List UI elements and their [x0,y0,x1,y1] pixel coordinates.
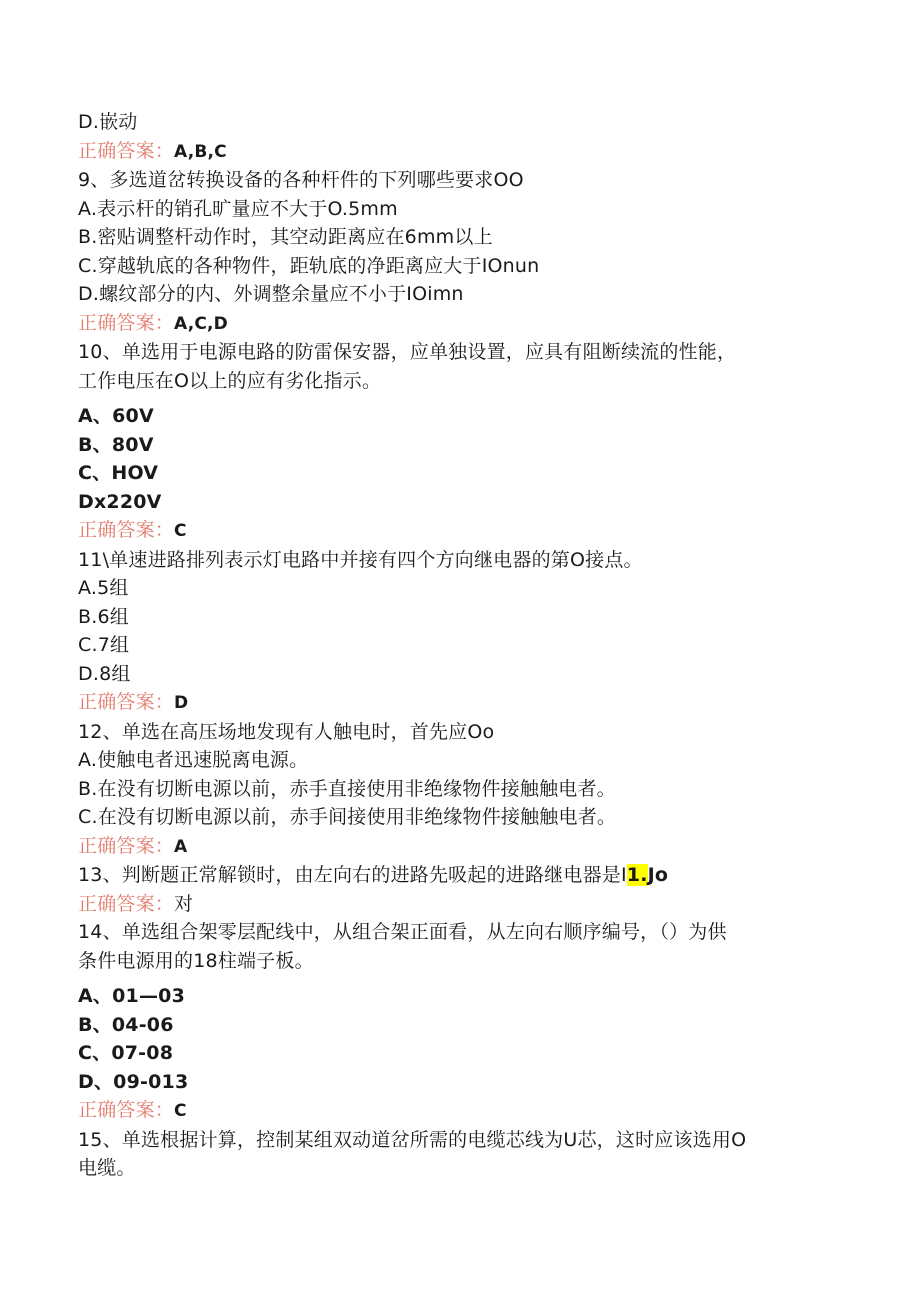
answer-label: 正确答案： [78,519,175,541]
q12-stem: 12、单选在高压场地发现有人触电时，首先应Oo [78,720,495,743]
answer-value: A,B,C [174,141,227,162]
q11-option-a: A.5组 [78,577,129,599]
q10-option-d: Dx220V [78,490,162,513]
q14-answer [78,1096,838,1126]
q9-option-d: D.螺纹部分的内、外调整余量应不小于IOimn [78,283,464,305]
q11-option-d: D.8组 [78,662,131,685]
q10-option-c: C、HOV [78,462,159,484]
q14-option-c: C、07-08 [78,1042,174,1064]
q11-option-c: C.7组 [78,634,130,656]
q9-answer [78,309,838,339]
q10-stem-line1: 10、单选用于电源电路的防雷保安器，应单独设置，应具有阻断续流的性能， [78,341,737,363]
q14-stem-line2: 条件电源用的18柱端子板。 [78,949,314,972]
q12-option-a: A.使触电者迅速脱离电源。 [78,749,309,771]
highlighted-text: 1. [626,864,648,886]
q9-option-a: A.表示杆的销孔旷量应不大于O.5mm [78,197,398,220]
answer-value: D [174,693,189,713]
q14-stem-line1: 14、单选组合架零层配线中，从组合架正面看，从左向右顺序编号，（）为供 [78,921,727,943]
q11-option-b: B.6组 [78,605,129,628]
q8-option-d: D.嵌动 [78,111,138,133]
answer-label: 正确答案： [78,834,175,857]
question-list [78,108,838,1183]
q10-stem-line2: 工作电压在O以上的应有劣化指示。 [78,369,382,392]
answer-value: C [174,521,187,541]
q10-option-a: A、60V [78,405,154,427]
q14-option-a: A、01—03 [78,985,185,1007]
q9-stem: 9、多选道岔转换设备的各种杆件的下列哪些要求OO [78,169,524,191]
answer-value: C [174,1101,187,1121]
answer-value: A,C,D [174,313,228,334]
q12-answer [78,832,838,862]
q10-answer [78,516,838,546]
q11-stem: 11\单速进路排列表示灯电路中并接有四个方向继电器的第O接点。 [78,548,643,571]
answer-value: 对 [174,892,194,915]
answer-value: A [174,836,188,857]
q13-stem-text: 13、判断题正常解锁时，由左向右的进路先吸起的进路继电器是I [78,864,627,886]
q14-option-d: D、09-013 [78,1070,189,1093]
q10-option-b: B、80V [78,433,154,456]
q9-option-b: B.密贴调整杆动作时，其空动距离应在6mm以上 [78,226,493,248]
q14-option-b: B、04-06 [78,1013,174,1036]
answer-label: 正确答案： [78,1099,175,1121]
q9-option-c: C.穿越轨底的各种物件，距轨底的净距离应大于IOnun [78,254,540,277]
q12-option-b: B.在没有切断电源以前，赤手直接使用非绝缘物件接触触电者。 [78,777,616,800]
answer-label: 正确答案： [78,691,175,713]
q13-stem [78,861,838,890]
answer-label: 正确答案： [78,892,175,915]
q8-answer [78,137,838,167]
q12-option-c: C.在没有切断电源以前，赤手间接使用非绝缘物件接触触电者。 [78,806,617,828]
answer-label: 正确答案： [78,139,175,162]
answer-label: 正确答案： [78,311,175,334]
q11-answer [78,688,838,718]
q13-answer [78,890,838,919]
q15-stem-line2: 电缆。 [78,1157,136,1179]
q13-stem-tail: Jo [647,864,669,886]
q15-stem-line1: 15、单选根据计算，控制某组双动道岔所需的电缆芯线为U芯，这时应该选用O [78,1128,747,1151]
